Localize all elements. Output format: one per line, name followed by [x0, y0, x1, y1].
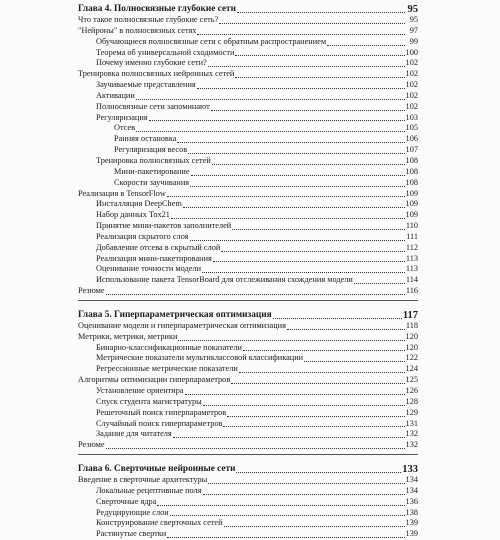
- toc-entry: [78, 518, 418, 529]
- toc-page-number: 138: [405, 507, 418, 517]
- dot-leader: [167, 537, 404, 538]
- toc-entry-title: Обучающиеся полносвязные сети с обратным распространением: [96, 36, 327, 46]
- dot-leader: [304, 361, 404, 362]
- toc-entry-title: Введение в сверточные архитектуры: [78, 475, 208, 485]
- dot-leader: [212, 164, 405, 165]
- toc-page-number: 102: [405, 101, 418, 111]
- dot-leader: [190, 186, 404, 187]
- toc-entry-title: Инсталляция DeepChem: [96, 199, 182, 209]
- toc-entry-title: Заучиваемые представления: [96, 80, 196, 90]
- toc-entry: [78, 210, 418, 221]
- toc-page-number: 117: [402, 309, 418, 321]
- toc-entry-title: Резюме: [78, 440, 105, 450]
- toc-entry-title: Регрессионные метрические показатели: [96, 364, 238, 374]
- dot-leader: [327, 45, 405, 46]
- dot-leader: [190, 240, 405, 241]
- toc-entry: [78, 264, 418, 275]
- toc-entry: [78, 486, 418, 497]
- toc-entry-title: Ранняя остановка: [114, 134, 177, 144]
- toc-entry-title: Почему именно глубокие сети?: [96, 58, 207, 68]
- toc-page-number: 124: [405, 364, 418, 374]
- toc-entry: [78, 232, 418, 243]
- dot-leader: [157, 505, 404, 506]
- dot-leader: [287, 329, 405, 330]
- toc-entry-title: Активации: [96, 90, 135, 100]
- dot-leader: [273, 318, 402, 319]
- toc-entry-title: Резюме: [78, 286, 105, 296]
- toc-entry: [78, 134, 418, 145]
- toc-entry-title: Набор данных Tox21: [96, 210, 170, 220]
- toc-page-number: 120: [405, 342, 418, 352]
- chapter-divider: [78, 454, 418, 455]
- toc-entry: [78, 429, 418, 440]
- toc-entry: [78, 58, 418, 69]
- dot-leader: [202, 272, 405, 273]
- dot-leader: [203, 494, 405, 495]
- toc-entry: [78, 475, 418, 486]
- toc-page-number: 133: [402, 464, 418, 476]
- toc-entry-title: Метрические показатели мультиклассовой классификации: [96, 353, 304, 363]
- toc-entry-title: Бинарно-классификационные показатели: [96, 342, 242, 352]
- toc-page-number: 109: [405, 210, 418, 220]
- toc-entry: [78, 508, 418, 519]
- toc-entry: [78, 353, 418, 364]
- toc-page-number: 113: [405, 264, 418, 274]
- dot-leader: [167, 196, 405, 197]
- toc-entry: [78, 80, 418, 91]
- toc-entry: [78, 243, 418, 254]
- toc-entry-title: Глава 6. Сверточные нейронные сети: [78, 464, 236, 475]
- dot-leader: [236, 472, 401, 473]
- toc-entry: [78, 497, 418, 508]
- toc-page-number: 129: [405, 407, 418, 417]
- toc-entry-title: Регуляризация весов: [114, 145, 188, 155]
- toc-page-number: 134: [405, 485, 418, 495]
- toc-entry-title: Теорема об универсальной сходимости: [96, 47, 235, 57]
- toc-page-number: 122: [405, 353, 418, 363]
- toc-page-number: 131: [405, 418, 418, 428]
- toc-entry-title: Использование пакета TensorBoard для отслеживания схождения модели: [96, 275, 353, 285]
- toc-entry: [78, 529, 418, 540]
- toc-entry: [78, 254, 418, 265]
- toc-entry-title: Добавление отсева в скрытый слой: [96, 242, 221, 252]
- dot-leader: [191, 175, 405, 176]
- toc-entry-title: Реализация скрытого слоя: [96, 231, 189, 241]
- toc-entry-title: Тренировка полносвязных нейронных сетей: [78, 69, 235, 79]
- toc-entry: [78, 386, 418, 397]
- toc-entry: [78, 221, 418, 232]
- toc-page-number: 120: [405, 331, 418, 341]
- toc-page-number: 95: [409, 15, 418, 24]
- dot-leader: [170, 515, 405, 516]
- toc-entry-title: Оценивание модели и гиперпараметрическая оптимизация: [78, 320, 286, 330]
- toc-page-number: 139: [405, 518, 418, 528]
- toc-entry: [78, 343, 418, 354]
- toc-page-number: 110: [405, 221, 418, 231]
- dot-leader: [235, 55, 404, 56]
- toc-entry: [78, 286, 418, 297]
- toc-entry: [78, 375, 418, 386]
- toc-entry-title: Отсев: [114, 123, 136, 133]
- dot-leader: [223, 426, 404, 427]
- chapter-divider: [78, 300, 418, 301]
- toc-chapter-heading: [78, 310, 418, 321]
- toc-entry-title: Реализация мини-пакетирования: [96, 253, 212, 263]
- dot-leader: [232, 229, 405, 230]
- dot-leader: [237, 12, 405, 13]
- dot-leader: [243, 350, 405, 351]
- toc-entry-title: Реализация в TensorFlow: [78, 188, 166, 198]
- toc-page-number: 128: [405, 396, 418, 406]
- dot-leader: [183, 207, 405, 208]
- dot-leader: [354, 283, 405, 284]
- toc-page-number: 114: [405, 275, 418, 285]
- toc-entry: [78, 37, 418, 48]
- toc-entry-title: Что такое полносвязные глубокие сеть?: [78, 15, 219, 24]
- dot-leader: [219, 23, 405, 24]
- table-of-contents: [78, 4, 418, 540]
- toc-entry: [78, 26, 418, 37]
- toc-page-number: 108: [405, 166, 418, 176]
- toc-entry-title: Задание для читателя: [96, 429, 172, 439]
- toc-entry-title: Тренировка полносвязных сетей: [96, 155, 211, 165]
- dot-leader: [178, 340, 404, 341]
- dot-leader: [221, 251, 405, 252]
- toc-entry-title: "Нейроны" в полносвязных сетях: [78, 25, 197, 35]
- toc-page-number: 118: [405, 320, 418, 330]
- toc-entry: [78, 178, 418, 189]
- toc-entry-title: Мини-пакетирование: [114, 166, 190, 176]
- toc-entry-title: Локальные рецептивные поля: [96, 485, 202, 495]
- toc-entry-title: Установление ориентира: [96, 386, 184, 395]
- dot-leader: [239, 372, 405, 373]
- toc-page-number: 125: [405, 375, 418, 385]
- toc-entry: [78, 408, 418, 419]
- toc-entry: [78, 91, 418, 102]
- toc-entry: [78, 145, 418, 156]
- toc-entry: [78, 189, 418, 200]
- dot-leader: [235, 77, 404, 78]
- toc-entry-title: Конструирование сверточных сетей: [96, 518, 223, 528]
- toc-page-number: 102: [405, 69, 418, 79]
- dot-leader: [211, 110, 405, 111]
- toc-entry-title: Скорости заучивания: [114, 177, 190, 187]
- toc-page-number: 113: [405, 253, 418, 263]
- toc-entry: [78, 419, 418, 430]
- toc-entry: [78, 199, 418, 210]
- dot-leader: [106, 448, 405, 449]
- dot-leader: [197, 88, 405, 89]
- toc-page-number: 100: [405, 47, 418, 57]
- toc-page-number: 112: [405, 242, 418, 252]
- toc-entry: [78, 364, 418, 375]
- dot-leader: [177, 142, 404, 143]
- dot-leader: [227, 416, 404, 417]
- dot-leader: [188, 153, 404, 154]
- toc-entry: [78, 15, 418, 26]
- toc-entry-title: Глава 4. Полносвязные глубокие сети: [78, 4, 236, 14]
- toc-page-number: 108: [405, 177, 418, 187]
- dot-leader: [208, 66, 405, 67]
- toc-entry: [78, 321, 418, 332]
- toc-page-number: 102: [405, 80, 418, 90]
- toc-entry: [78, 156, 418, 167]
- dot-leader: [197, 34, 405, 35]
- toc-page-number: 132: [405, 440, 418, 450]
- toc-entry: [78, 123, 418, 134]
- toc-page-number: 99: [409, 36, 418, 46]
- toc-entry-title: Полносвязные сети запоминают: [96, 101, 210, 111]
- toc-page-number: 108: [405, 155, 418, 165]
- dot-leader: [203, 405, 405, 406]
- dot-leader: [224, 526, 405, 527]
- toc-entry: [78, 48, 418, 59]
- dot-leader: [171, 218, 405, 219]
- toc-chapter-heading: [78, 464, 418, 475]
- toc-page-number: 136: [405, 496, 418, 506]
- toc-page-number: 97: [409, 25, 418, 35]
- toc-page-number: 103: [405, 112, 418, 122]
- dot-leader: [208, 483, 404, 484]
- toc-entry-title: Решеточный поиск гиперпараметров: [96, 407, 227, 417]
- toc-page-number: 105: [405, 123, 418, 133]
- toc-entry: [78, 440, 418, 451]
- toc-entry: [78, 397, 418, 408]
- toc-entry: [78, 275, 418, 286]
- toc-entry-title: Редуцирующие слои: [96, 507, 169, 517]
- toc-entry-title: Растянутые свертки: [96, 529, 167, 539]
- toc-entry-title: Метрики, метрики, метрики: [78, 331, 178, 341]
- dot-leader: [149, 120, 405, 121]
- toc-entry: [78, 332, 418, 343]
- toc-page-number: 102: [405, 90, 418, 100]
- toc-page-number: 139: [405, 529, 418, 539]
- toc-page-number: 134: [405, 475, 418, 485]
- dot-leader: [213, 261, 405, 262]
- toc-entry: [78, 102, 418, 113]
- toc-entry-title: Сверточные ядра: [96, 496, 157, 506]
- toc-page-number: 95: [407, 4, 418, 15]
- toc-entry-title: Спуск студента магистратуры: [96, 396, 202, 406]
- toc-chapter-heading: [78, 4, 418, 15]
- toc-page-number: 116: [405, 286, 418, 296]
- toc-entry-title: Алгоритмы оптимизации гиперпараметров: [78, 375, 231, 385]
- toc-page-number: 111: [406, 231, 418, 241]
- toc-page-number: 132: [405, 429, 418, 439]
- toc-entry-title: Оценивание точности модели: [96, 264, 202, 274]
- dot-leader: [231, 383, 404, 384]
- dot-leader: [106, 294, 405, 295]
- toc-page-number: 107: [405, 145, 418, 155]
- toc-entry-title: Принятие мини-пакетов заполнителей: [96, 221, 232, 231]
- toc-entry: [78, 69, 418, 80]
- toc-page-number: 109: [405, 199, 418, 209]
- toc-page-number: 106: [405, 134, 418, 144]
- toc-entry: [78, 113, 418, 124]
- toc-entry-title: Случайный поиск гиперпараметров: [96, 418, 223, 428]
- toc-entry-title: Глава 5. Гиперпараметрическая оптимизация: [78, 309, 272, 320]
- dot-leader: [136, 99, 405, 100]
- toc-page-number: 126: [405, 386, 418, 395]
- toc-entry-title: Регуляризация: [96, 112, 148, 122]
- toc-page-number: 109: [405, 188, 418, 198]
- dot-leader: [185, 394, 405, 395]
- dot-leader: [173, 437, 405, 438]
- toc-entry: [78, 167, 418, 178]
- dot-leader: [136, 131, 404, 132]
- toc-page-number: 102: [405, 58, 418, 68]
